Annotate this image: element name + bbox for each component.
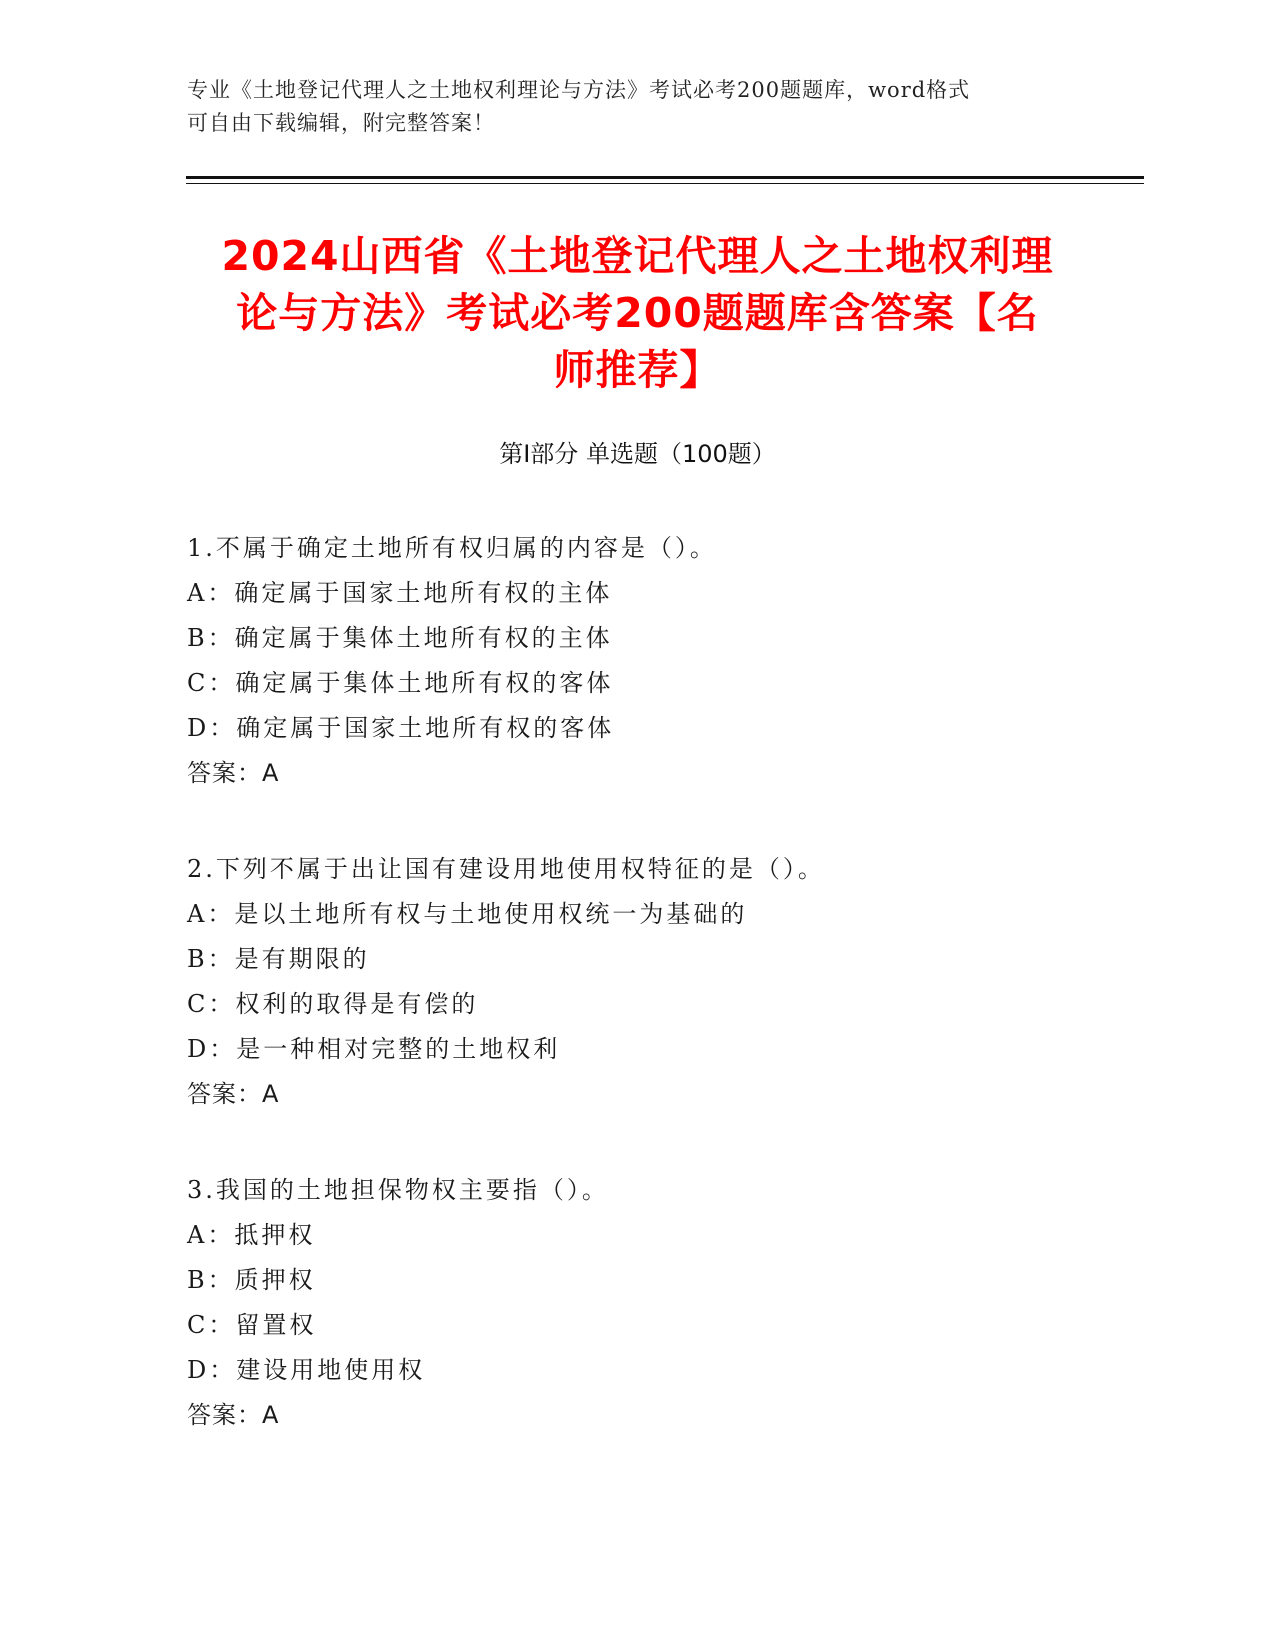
option-b: B：质押权 <box>187 1266 316 1294</box>
question-list <box>187 526 1087 1489</box>
question-stem: 1.不属于确定土地所有权归属的内容是（）。 <box>187 534 717 562</box>
option-c: C：权利的取得是有偿的 <box>187 990 479 1018</box>
option-c: C：确定属于集体土地所有权的客体 <box>187 669 614 697</box>
question-stem: 3.我国的土地担保物权主要指（）。 <box>187 1176 609 1204</box>
document-title-line-1: 2024山西省《土地登记代理人之土地权利理 <box>221 232 1054 280</box>
document-title-line-3: 师推荐】 <box>553 346 722 394</box>
question-stem: 2.下列不属于出让国有建设用地使用权特征的是（）。 <box>187 855 825 883</box>
question-1 <box>187 526 1087 796</box>
option-b: B：是有期限的 <box>187 945 370 973</box>
header-divider-thin <box>186 183 1144 184</box>
document-title-line-2: 论与方法》考试必考200题题库含答案【名 <box>236 289 1039 337</box>
option-d: D：是一种相对完整的土地权利 <box>187 1035 561 1063</box>
option-a: A：确定属于国家土地所有权的主体 <box>187 579 613 607</box>
answer: 答案：A <box>187 1080 280 1108</box>
section-heading: 第I部分 单选题（100题） <box>499 440 776 468</box>
document-title <box>150 228 1125 399</box>
option-a: A：抵押权 <box>187 1221 316 1249</box>
header-note <box>187 74 1087 140</box>
question-3 <box>187 1168 1087 1438</box>
option-b: B：确定属于集体土地所有权的主体 <box>187 624 613 652</box>
header-divider-thick <box>186 176 1144 179</box>
answer: 答案：A <box>187 1401 280 1429</box>
option-d: D：确定属于国家土地所有权的客体 <box>187 714 615 742</box>
option-a: A：是以土地所有权与土地使用权统一为基础的 <box>187 900 748 928</box>
option-d: D：建设用地使用权 <box>187 1356 426 1384</box>
question-2 <box>187 847 1087 1117</box>
option-c: C：留置权 <box>187 1311 317 1339</box>
header-note-line-1: 专业《土地登记代理人之土地权利理论与方法》考试必考200题题库，word格式 <box>187 78 971 102</box>
answer: 答案：A <box>187 759 280 787</box>
header-note-line-2: 可自由下载编辑，附完整答案！ <box>187 111 495 135</box>
